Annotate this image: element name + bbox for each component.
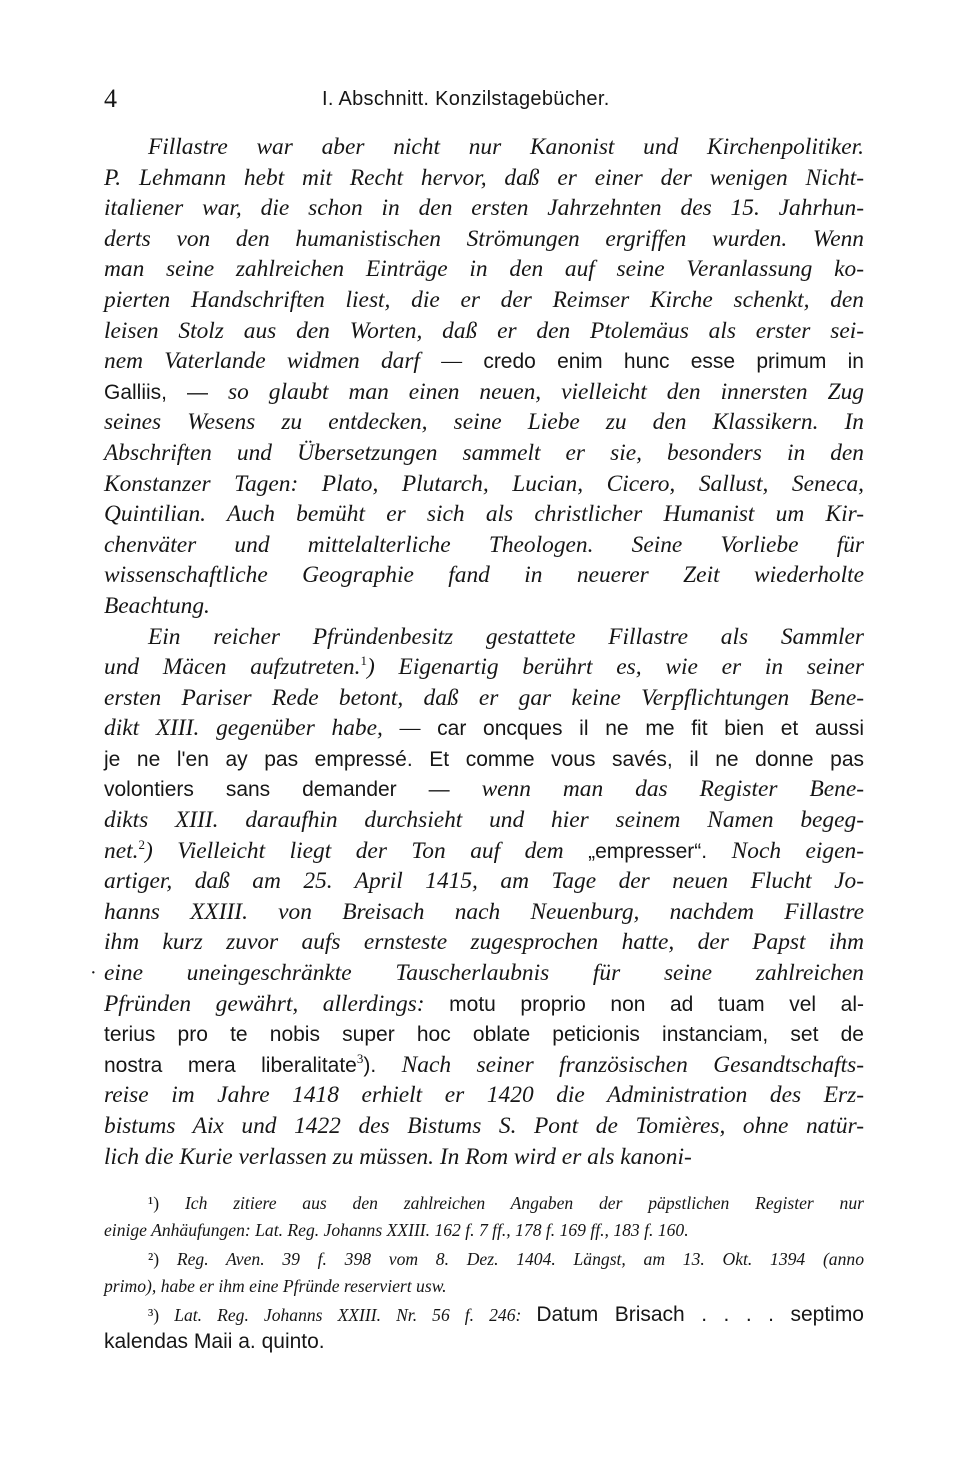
text-line	[104, 193, 864, 224]
text-line	[104, 652, 864, 683]
text-line	[104, 713, 864, 744]
text-line	[104, 1019, 864, 1050]
text-line	[104, 866, 864, 897]
text-run: italiener war, die schon in den ersten Jahrzehnten des 15. Jahrhun-	[104, 195, 864, 222]
text-line	[104, 499, 864, 530]
text-line	[104, 377, 864, 408]
text-run: ).	[363, 1053, 402, 1077]
text-line	[104, 346, 864, 377]
text-line	[104, 1080, 864, 1111]
text-run: Nach seiner französischen Gesandtschafts-	[401, 1051, 864, 1078]
paragraph	[90, 622, 865, 1173]
text-run: „empresser“.	[588, 839, 708, 863]
text-line	[104, 897, 864, 928]
margin-mark: ·	[90, 962, 97, 985]
text-run: Abschriften und Übersetzungen sammelt er sie, besonders in den	[104, 439, 864, 466]
text-line	[104, 407, 864, 438]
text-line	[104, 254, 864, 285]
text-run: und Mäcen aufzutreten.	[104, 654, 361, 681]
text-run: net.	[104, 837, 139, 864]
text-run: credo enim hunc esse primum in	[483, 350, 864, 374]
text-line	[104, 560, 864, 591]
text-run: P. Lehmann hebt mit Recht hervor, daß er einer der wenigen Nicht-	[104, 164, 864, 191]
text-line	[104, 1050, 864, 1081]
footnote-line	[104, 1273, 864, 1300]
book-page	[90, 84, 865, 1355]
footnote-line	[104, 1302, 864, 1329]
text-run: einige Anhäufungen: Lat. Reg. Johanns XXIII. 162 f. 7 ff., 178 f. 169 ff., 183 f. 160.	[104, 1219, 689, 1240]
text-run: seines Wesens zu entdecken, seine Liebe zu den Klassikern. In	[104, 409, 864, 436]
text-line	[104, 591, 864, 622]
text-line	[104, 1111, 864, 1142]
footnote-line	[104, 1190, 864, 1217]
text-run: ersten Pariser Rede betont, daß er gar keine Verpflichtungen Bene-	[104, 684, 864, 711]
text-run: chenväter und mittelalterliche Theologen. Seine Vorliebe für	[104, 531, 864, 558]
footnote-label: ³)	[148, 1305, 175, 1326]
footnote	[104, 1302, 864, 1355]
text-line	[104, 774, 864, 805]
text-run: Ich zitiere aus den zahlreichen Angaben der päpstlichen Register nur	[184, 1193, 864, 1214]
text-run: primo), habe er ihm eine Pfründe reserviert usw.	[104, 1275, 447, 1296]
text-run: Ein reicher Pfründenbesitz gestattete Fillastre als Sammler	[148, 623, 864, 650]
text-line	[104, 316, 864, 347]
text-run: volontiers sans demander —	[104, 778, 482, 802]
footnote-ref[interactable]: 1	[360, 653, 367, 669]
running-title: I. Abschnitt. Konzilstagebücher.	[322, 88, 610, 110]
text-run: so glaubt man einen neuen, vielleicht den innersten Zug	[227, 378, 865, 405]
text-run: ) Eigenartig berührt es, wie er in seiner	[366, 654, 864, 681]
text-run: dikts XIII. daraufhin durchsieht und hier seinem Namen begeg-	[104, 807, 864, 834]
text-line	[104, 927, 864, 958]
text-line	[104, 622, 864, 653]
text-run: Lat. Reg. Johanns XXIII. Nr. 56 f. 246:	[174, 1305, 537, 1326]
text-line	[104, 285, 864, 316]
text-run: ) Vielleicht liegt der Ton auf dem	[144, 837, 589, 864]
text-line	[104, 530, 864, 561]
text-run: kalendas Maii a. quinto.	[104, 1329, 325, 1353]
page-header	[104, 84, 864, 124]
footnote-ref[interactable]: 3	[356, 1051, 364, 1067]
text-run: pierten Handschriften liest, die er der Reimser Kirche schenkt, den	[104, 286, 864, 313]
text-line	[104, 163, 864, 194]
page-number: 4	[104, 84, 117, 113]
text-line	[104, 438, 864, 469]
text-run: terius pro te nobis super hoc oblate peticionis instanciam, set de	[104, 1023, 864, 1047]
text-run: artiger, daß am 25. April 1415, am Tage der neuen Flucht Jo-	[104, 868, 864, 895]
paragraph	[104, 132, 864, 622]
text-run: bistums Aix und 1422 des Bistums S. Pont de Tomières, ohne natür-	[104, 1113, 864, 1139]
text-run: reise im Jahre 1418 erhielt er 1420 die Administration des Erz-	[104, 1082, 864, 1109]
footnote-ref[interactable]: 2	[138, 836, 145, 852]
footnote-label: ²)	[148, 1249, 177, 1270]
text-line	[104, 132, 864, 163]
text-run: Konstanzer Tagen: Plato, Plutarch, Lucian, Cicero, Sallust, Seneca,	[104, 470, 864, 497]
footnote-line	[104, 1217, 864, 1244]
text-run: je ne l'en ay pas empressé. Et comme vous savés, il ne donne pas	[104, 747, 864, 771]
text-run: Fillastre war aber nicht nur Kanonist und Kirchenpolitiker.	[148, 134, 864, 160]
text-line	[104, 989, 864, 1020]
text-run: hanns XXIII. von Breisach nach Neuenburg, nachdem Fillastre	[104, 898, 864, 925]
text-line	[104, 1142, 864, 1173]
text-run: nostra mera liberalitate	[104, 1053, 357, 1077]
text-run: wenn man das Register Bene-	[481, 776, 865, 803]
text-line	[90, 958, 864, 989]
text-run: lich die Kurie verlassen zu müssen. In Rom wird er als kanoni-	[104, 1143, 692, 1170]
text-run: ihm kurz zuvor aufs ernsteste zugesprochen hatte, der Papst ihm	[104, 929, 864, 956]
text-run: leisen Stolz aus den Worten, daß er den Ptolemäus als erster sei-	[104, 317, 864, 344]
text-run: Reg. Aven. 39 f. 398 vom 8. Dez. 1404. Längst, am 13. Okt. 1394 (anno	[176, 1249, 864, 1270]
text-line	[104, 683, 864, 714]
text-run: Noch eigen-	[707, 837, 864, 864]
footnotes	[104, 1190, 864, 1355]
footnote-line	[104, 1246, 864, 1273]
text-run: motu proprio non ad tuam vel al-	[449, 992, 864, 1016]
text-run: Galliis, —	[104, 380, 228, 404]
text-run: Datum Brisach . . . . septimo	[536, 1303, 864, 1327]
footnote	[104, 1190, 864, 1243]
text-run: eine uneingeschränkte Tauscherlaubnis für seine zahlreichen	[104, 960, 864, 987]
text-run: man seine zahlreichen Einträge in den auf seine Veranlassung ko-	[104, 256, 864, 283]
main-text	[90, 132, 865, 1172]
footnote	[104, 1246, 864, 1299]
text-run: Quintilian. Auch bemüht er sich als christlicher Humanist um Kir-	[104, 501, 864, 528]
text-run: car oncques il ne me fit bien et aussi	[437, 717, 864, 741]
text-line	[104, 744, 864, 775]
text-run: nem Vaterlande widmen darf —	[104, 348, 484, 375]
text-line	[104, 469, 864, 500]
text-run: dikt XIII. gegenüber habe, —	[104, 715, 438, 742]
text-run: Beachtung.	[104, 592, 210, 619]
footnote-line	[104, 1329, 864, 1356]
text-run: derts von den humanistischen Strömungen ergriffen wurden. Wenn	[104, 225, 864, 252]
text-line	[104, 805, 864, 836]
text-run: Pfründen gewährt, allerdings:	[104, 990, 450, 1017]
text-line	[104, 224, 864, 255]
footnote-label: ¹)	[148, 1193, 185, 1214]
text-run: wissenschaftliche Geographie fand in neuerer Zeit wiederholte	[104, 562, 864, 589]
text-line	[104, 836, 864, 867]
